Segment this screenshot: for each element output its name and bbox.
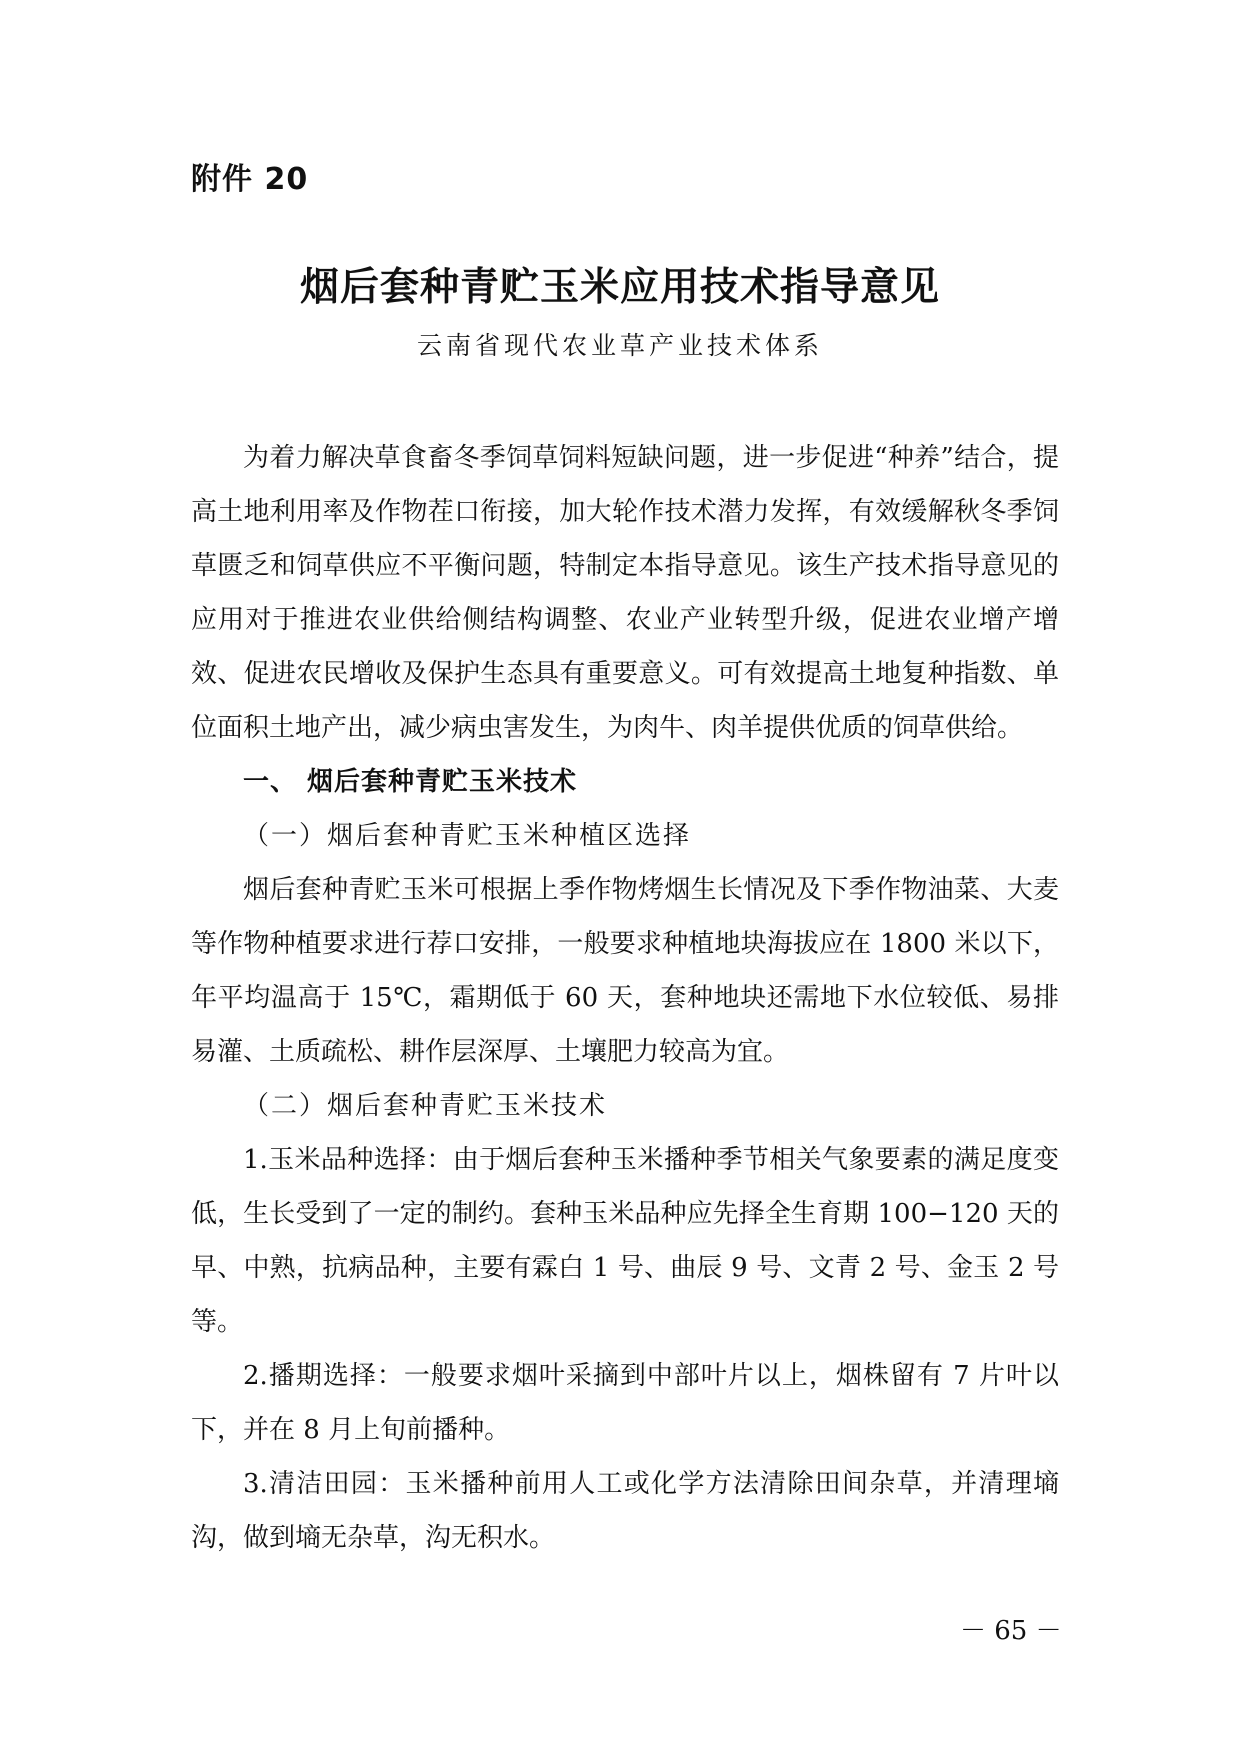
subsection-heading-1: （一）烟后套种青贮玉米种植区选择 [243, 821, 692, 851]
intro-paragraph: 为着力解决草食畜冬季饲草饲料短缺问题，进一步促进“种养”结合，提高土地利用率及作物茬口衔接，加大轮作技术潜力发挥，有效缓解秋冬季饲草匮乏和饲草供应不平衡问题，特制定本指导意见。该生产技术指导意见的应用对于推进农业供给侧结构调整、农业产业转型升级，促进农业增产增效、促进农民增收及保护生态具有重要意义。可有效提高土地复种指数、单位面积土地产出，减少病虫害发生，为肉牛、肉羊提供优质的饲草供给。 [191, 443, 1059, 743]
attachment-label: 附件 20 [191, 162, 309, 197]
subsection-paragraph-1: 烟后套种青贮玉米可根据上季作物烤烟生长情况及下季作物油菜、大麦等作物种植要求进行荐口安排，一般要求种植地块海拔应在 1800 米以下，年平均温高于 15℃，霜期低于 60 天，套种地块还需地下水位较低、易排易灌、土质疏松、耕作层深厚、土壤肥力较高为宜。 [191, 875, 1059, 1067]
list-item-variety: 1.玉米品种选择：由于烟后套种玉米播种季节相关气象要素的满足度变低，生长受到了一定的制约。套种玉米品种应先择全生育期 100−120 天的早、中熟，抗病品种，主要有霖白 1 号、曲辰 9 号、文青 2 号、金玉 2 号等。 [191, 1145, 1059, 1337]
page-number: － 65 － [960, 1616, 1062, 1646]
list-item-sowing-date: 2.播期选择：一般要求烟叶采摘到中部叶片以上，烟株留有 7 片叶以下，并在 8 月上旬前播种。 [191, 1361, 1059, 1445]
section-heading-1: 一、 烟后套种青贮玉米技术 [243, 767, 578, 797]
document-body [191, 431, 1059, 1565]
subsection-heading-2: （二）烟后套种青贮玉米技术 [243, 1091, 608, 1121]
document-title: 烟后套种青贮玉米应用技术指导意见 [299, 265, 940, 310]
list-item-field-cleaning: 3.清洁田园：玉米播种前用人工或化学方法清除田间杂草，并清理墒沟，做到墒无杂草，沟无积水。 [191, 1469, 1059, 1553]
organization-name: 云南省现代农业草产业技术体系 [416, 331, 823, 360]
